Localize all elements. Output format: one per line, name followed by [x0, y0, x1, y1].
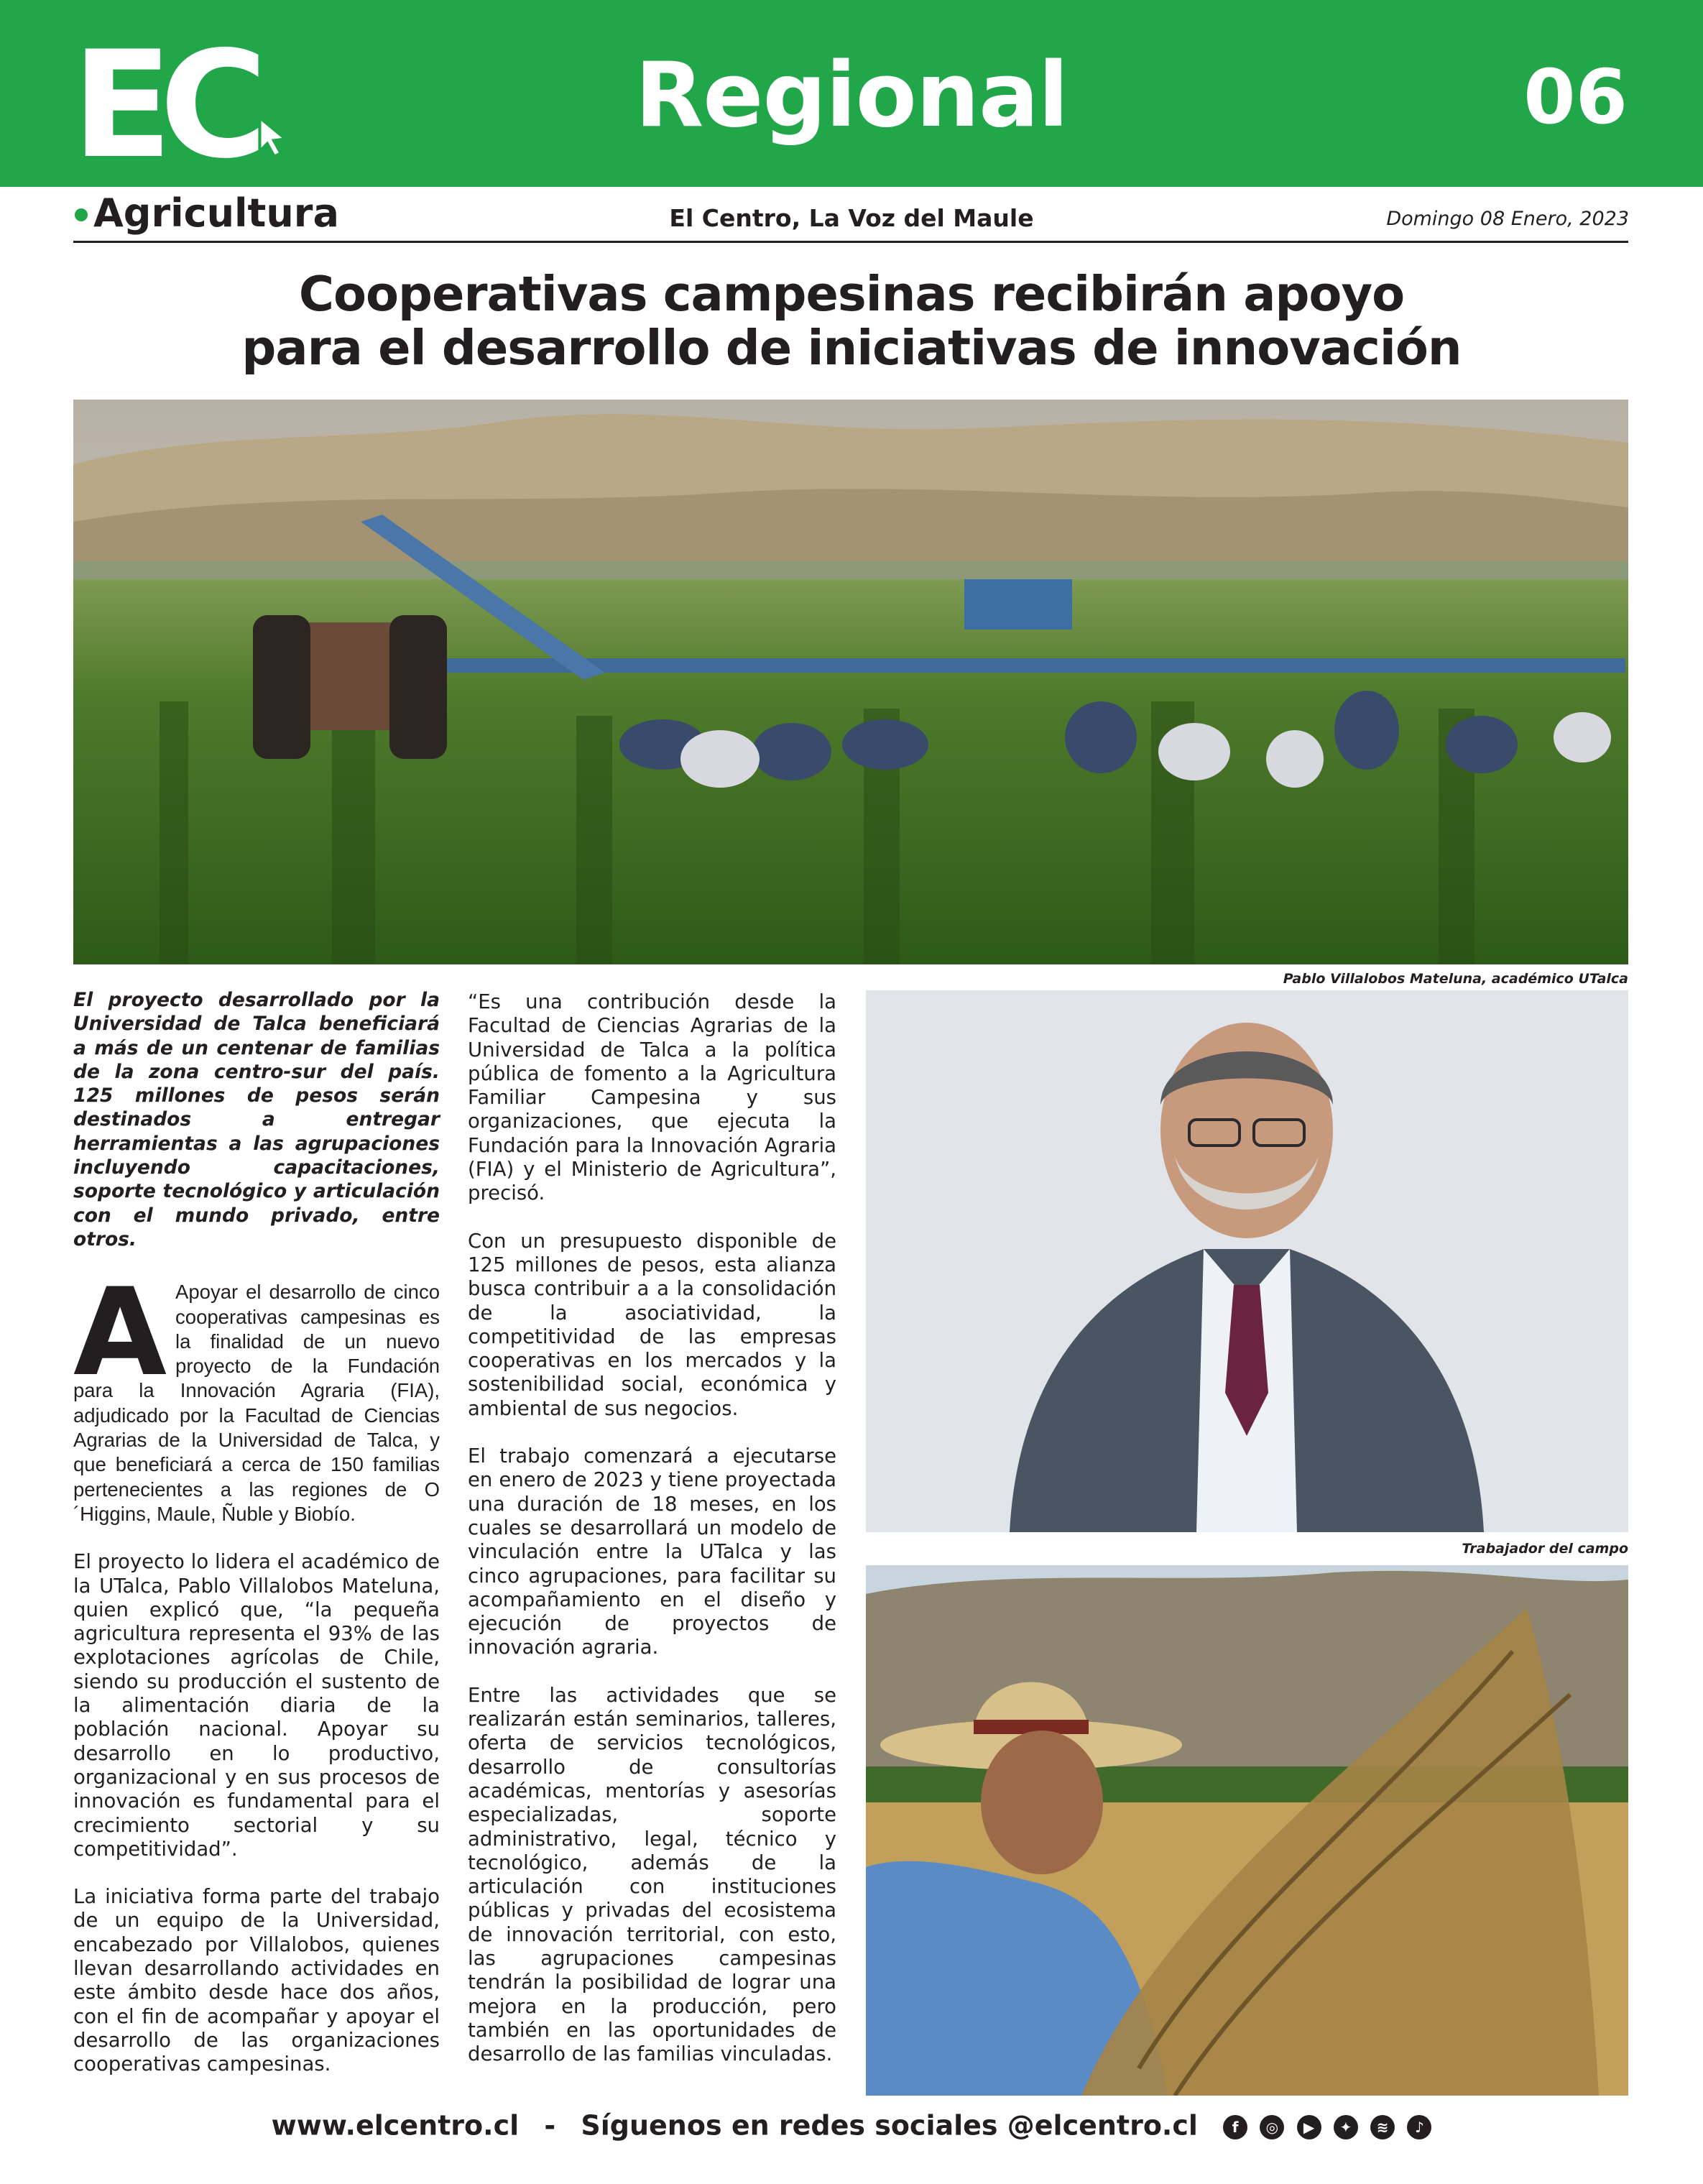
- article-column-1: [73, 988, 440, 2100]
- website-link[interactable]: www.elcentro.cl: [271, 2109, 520, 2142]
- paragraph-1-text: Apoyar el desarrollo de cinco cooperativas campesinas es la finalidad de un nuevo proyecto de la Fundación para la Innovación Agraria (FIA), adjudicado por la Facultad de Ciencias Agrarias de la Universidad de Talca, y que beneficiará a cerca de 150 familias pertenecientes a las regiones de O´Higgins, Maule, Ñuble y Biobío.: [73, 1281, 440, 1525]
- headline-line-2: para el desarrollo de iniciativas de innovación: [241, 320, 1462, 376]
- social-prompt: Síguenos en redes sociales @elcentro.cl: [581, 2109, 1198, 2142]
- worker-caption: Trabajador del campo: [1462, 1541, 1628, 1557]
- twitter-icon[interactable]: ✦: [1334, 2115, 1358, 2139]
- header-divider: [73, 241, 1628, 243]
- academic-portrait-photo: [866, 990, 1628, 1532]
- paragraph-7: Entre las actividades que se realizarán están seminarios, talleres, oferta de servicios tecnológicos, desarrollo de consultorías académicas, mentorías y asesorías especializadas, soporte administrativo, legal, técnico y tecnológico, además de la articulación con instituciones públicas y privadas del ecosistema de innovación territorial, con esto, las agrupaciones campesinas tendrán la posibilidad de lograr una mejora en la producción, pero también en las oportunidades de desarrollo de las familias vinculadas.: [468, 1683, 836, 2066]
- footer-separator: -: [544, 2109, 556, 2142]
- paragraph-2: El proyecto lo lidera el académico de la UTalca, Pablo Villalobos Mateluna, quien explicó que, “la pequeña agricultura representa el 93% de las explotaciones agrícolas de Chile, siendo su producción el sustento de la alimentación diaria de la población nacional. Apoyar su desarrollo en lo productivo, organizacional y en sus procesos de innovación es fundamental para el crecimiento sectorial y su competitividad”.: [73, 1550, 440, 1861]
- svg-text:EC: EC: [72, 40, 255, 162]
- spotify-icon[interactable]: ≋: [1370, 2115, 1395, 2139]
- page-number: 06: [1523, 53, 1628, 141]
- newspaper-name: El Centro, La Voz del Maule: [669, 204, 1034, 232]
- portrait-caption: Pablo Villalobos Mateluna, académico UTalca: [1283, 971, 1628, 987]
- tiktok-icon[interactable]: ♪: [1407, 2115, 1431, 2139]
- category-label: Agricultura: [93, 190, 339, 236]
- drop-cap: A: [73, 1262, 167, 1404]
- headline-line-1: Cooperativas campesinas recibirán apoyo: [298, 266, 1405, 322]
- issue-date: Domingo 08 Enero, 2023: [1386, 208, 1629, 230]
- paragraph-4: “Es una contribución desde la Facultad de Ciencias Agrarias de la Universidad de Talca a la política pública de fomento a la Agricultura Familiar Campesina y sus organizaciones, que ejecuta la Fundación para la Innovación Agraria (FIA) y el Ministerio de Agricultura”, precisó.: [468, 990, 836, 1205]
- section-title: Regional: [634, 44, 1069, 147]
- article-column-2: [468, 990, 836, 2090]
- field-worker-photo: [866, 1565, 1628, 2096]
- article-lead: El proyecto desarrollado por la Universidad de Talca beneficiará a más de un centenar de familias de la zona centro-sur del país. 125 millones de pesos serán destinados a entregar herramientas a las agrupaciones incluyendo capacitaciones, soporte tecnológico y articulación con el mundo privado, entre otros.: [73, 989, 440, 1250]
- instagram-icon[interactable]: ◎: [1260, 2115, 1284, 2139]
- paragraph-6: El trabajo comenzará a ejecutarse en enero de 2023 y tiene proyectada una duración de 18 meses, en los cuales se desarrollará un modelo de vinculación entre la UTalca y las cinco agrupaciones, para facilitar su acompañamiento en el diseño y ejecución de proyectos de innovación agraria.: [468, 1445, 836, 1659]
- facebook-icon[interactable]: f: [1223, 2115, 1247, 2139]
- paragraph-1: [73, 1262, 440, 1526]
- youtube-icon[interactable]: ▶: [1297, 2115, 1321, 2139]
- paragraph-3: La iniciativa forma parte del trabajo de un equipo de la Universidad, encabezado por Villalobos, quienes llevan desarrollando actividades en este ámbito desde hace dos años, con el fin de acompañar y apoyar el desarrollo de las organizaciones cooperativas campesinas.: [73, 1885, 440, 2076]
- paragraph-5: Con un presupuesto disponible de 125 millones de pesos, esta alianza busca contribuir a a la consolidación de la asociatividad, la competitividad de las empresas cooperativas en los mercados y la sostenibilidad social, económica y ambiental de sus negocios.: [468, 1229, 836, 1420]
- page-footer: [0, 2106, 1703, 2144]
- farm-workers-photo: [73, 400, 1628, 964]
- article-headline: [108, 267, 1595, 375]
